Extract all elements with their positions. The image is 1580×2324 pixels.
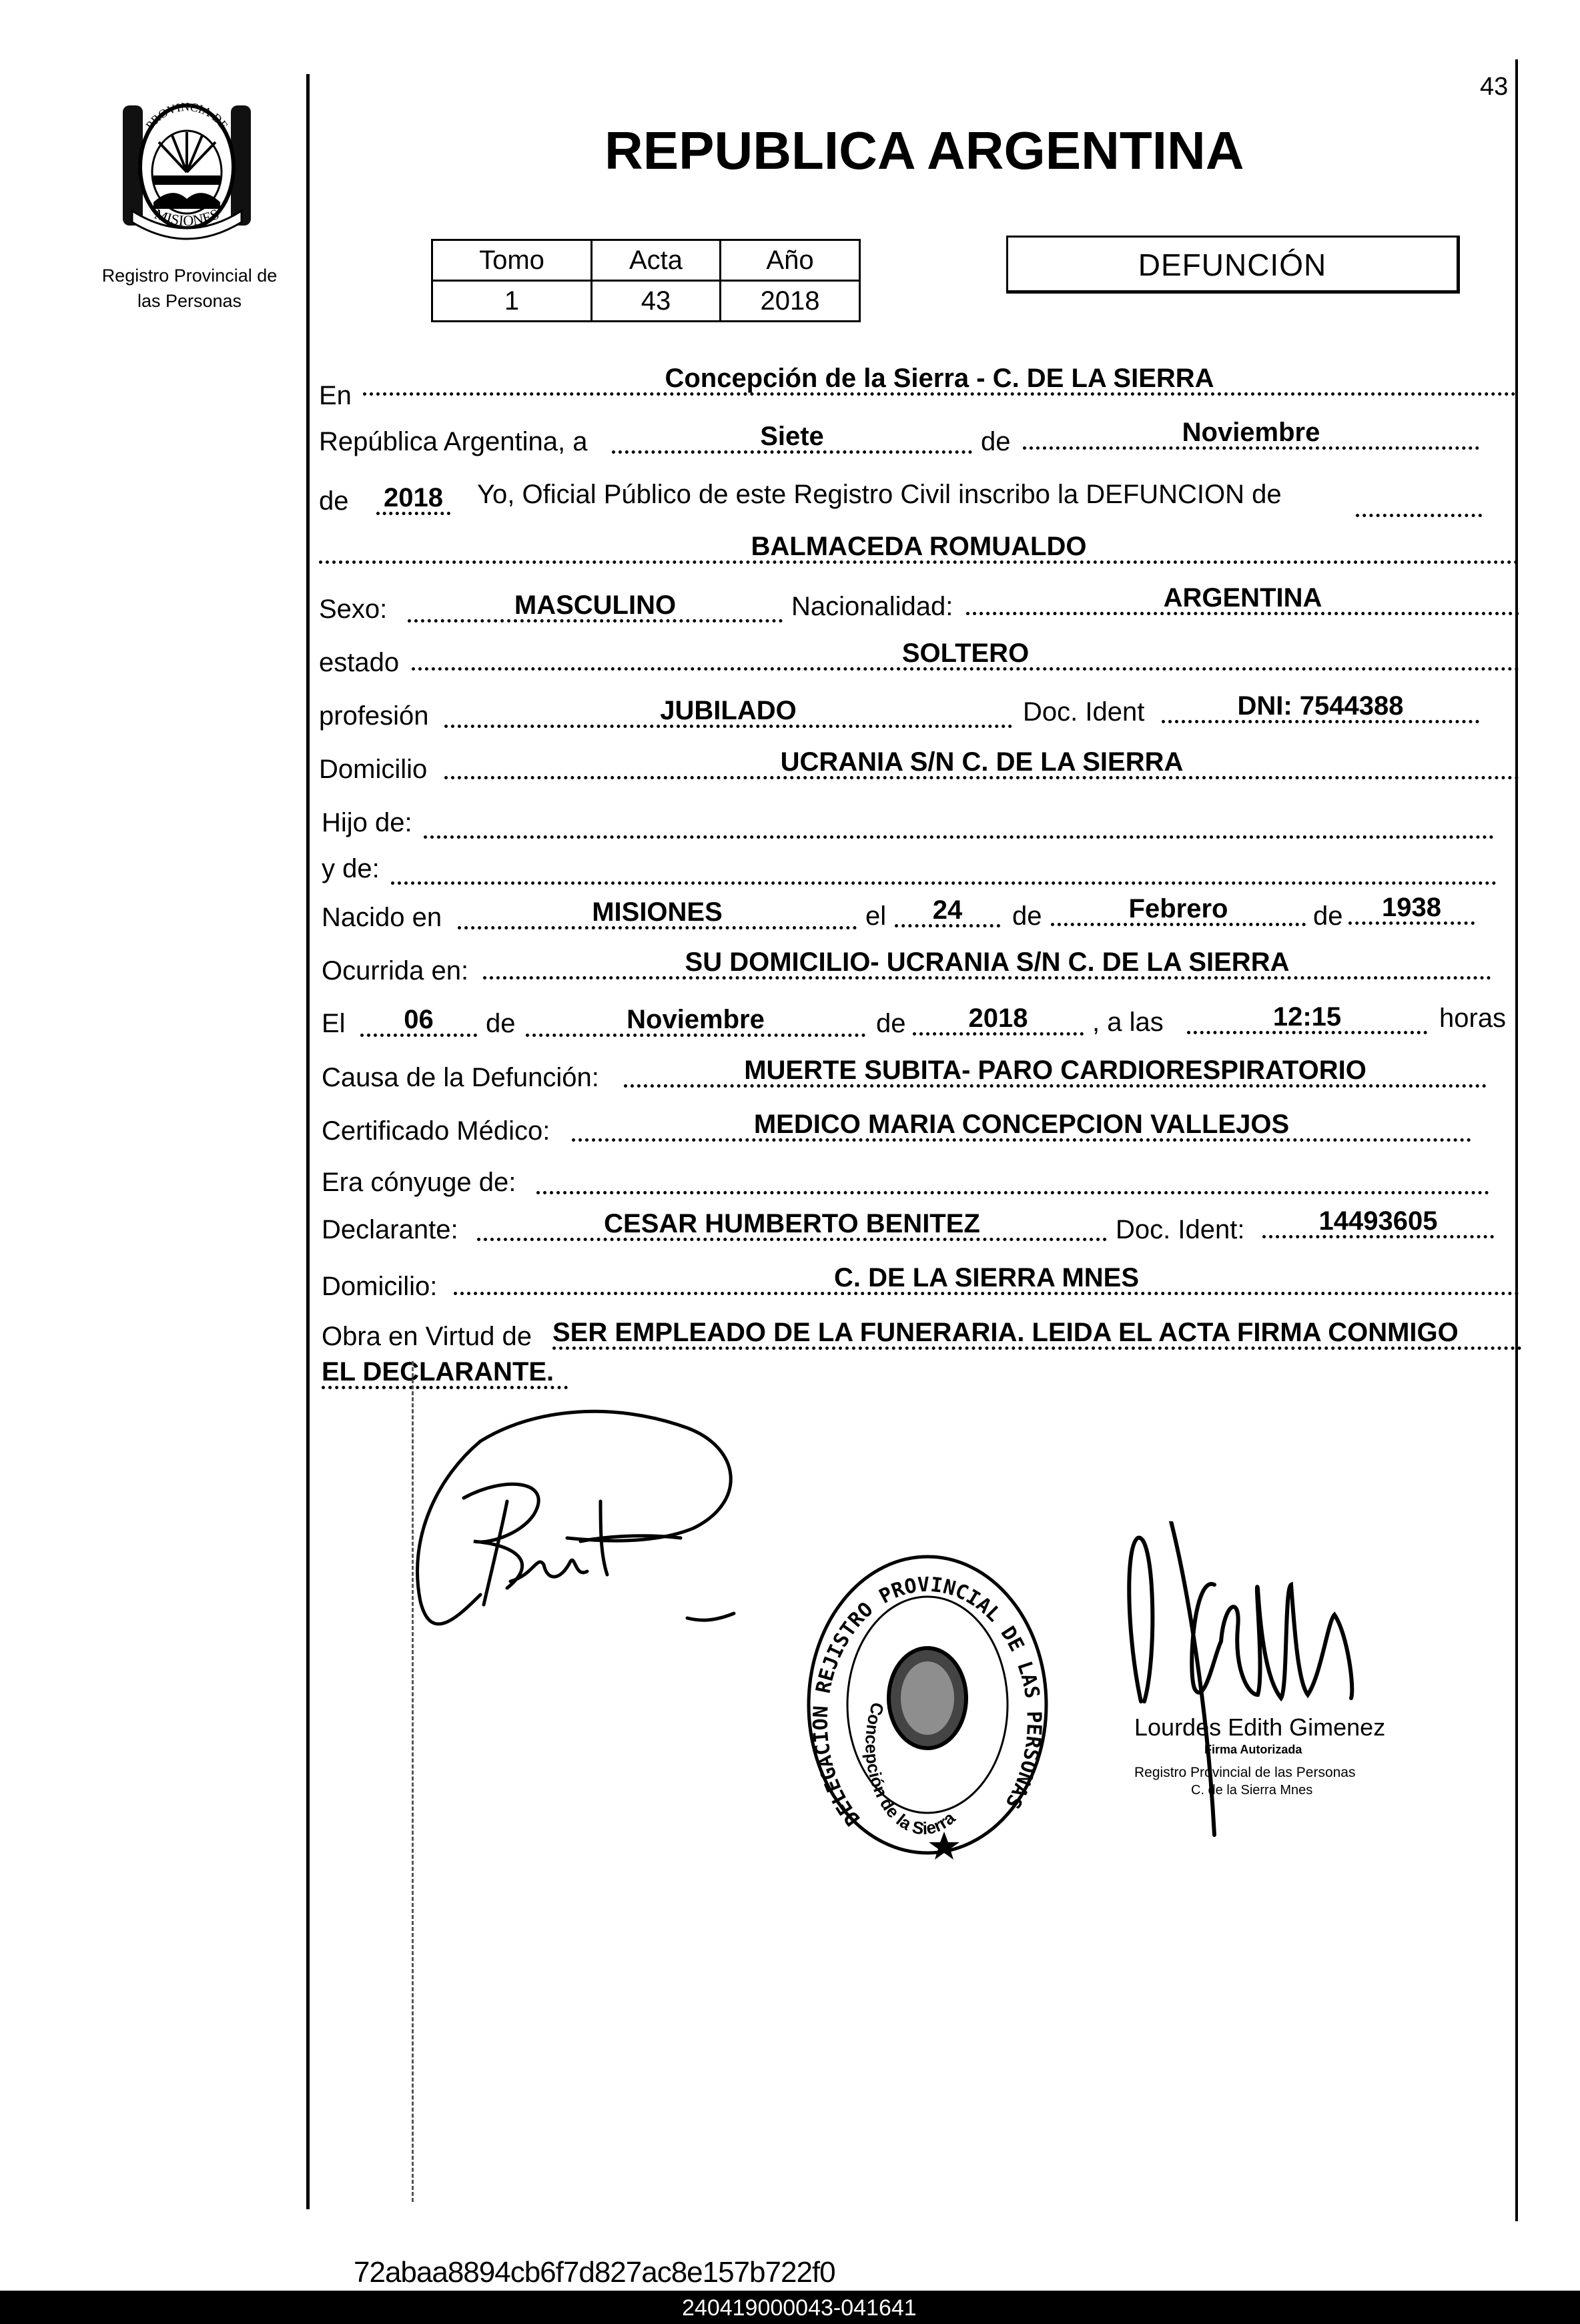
document-type-box: DEFUNCIÓN	[1006, 236, 1460, 294]
hijo-de-field	[424, 807, 1494, 839]
official-place: C. de la Sierra Mnes	[1191, 1783, 1313, 1798]
document-hash: 72abaa8894cb6f7d827ac8e157b722f0	[354, 2256, 835, 2289]
de-label-2: de	[1012, 901, 1042, 931]
svg-text:PROVINCIA DE: PROVINCIA DE	[143, 99, 231, 132]
domicilio-field: UCRANIA S/N C. DE LA SIERRA	[444, 747, 1519, 779]
header-tomo: Tomo	[432, 240, 592, 281]
el-label: el	[865, 901, 887, 931]
domicilio-label: Domicilio	[319, 755, 428, 784]
declarante-domicilio-field: C. DE LA SIERRA MNES	[454, 1263, 1519, 1295]
estado-field: SOLTERO	[412, 639, 1519, 671]
certificado-field: MEDICO MARIA CONCEPCION VALLEJOS	[572, 1110, 1471, 1142]
svg-text:MISIONES: MISIONES	[151, 205, 222, 230]
y-de-field	[391, 853, 1497, 885]
deceased-name-field: BALMACEDA ROMUALDO	[319, 532, 1519, 564]
de-label-3: de	[1313, 901, 1343, 931]
de-label-4: de	[486, 1009, 516, 1038]
official-name: Lourdes Edith Gimenez	[1134, 1713, 1386, 1741]
obra-field-line1: SER EMPLEADO DE LA FUNERARIA. LEIDA EL ACTA FIRMA CONMIGO	[552, 1318, 1522, 1350]
horas-label: horas	[1439, 1004, 1507, 1033]
svg-text:Concepción de la Sierra: Concepción de la Sierra	[861, 1700, 959, 1839]
nacido-label: Nacido en	[322, 903, 442, 932]
inscribo-text: Yo, Oficial Público de este Registro Civil inscribo la DEFUNCION de	[477, 480, 1282, 509]
misiones-coat-of-arms-logo	[119, 92, 255, 246]
de-year-label: de	[319, 486, 349, 516]
birth-month-field: Febrero	[1051, 894, 1306, 926]
official-registry-stamp	[801, 1551, 1054, 1865]
ocurrida-field: SU DOMICILIO- UCRANIA S/N C. DE LA SIERRA	[483, 947, 1491, 980]
causa-label: Causa de la Defunción:	[322, 1063, 599, 1092]
month-field: Noviembre	[1023, 418, 1479, 450]
death-day-field: 06	[360, 1005, 477, 1037]
certificado-label: Certificado Médico:	[322, 1116, 550, 1146]
value-acta: 43	[592, 281, 721, 322]
declarante-field: CESAR HUMBERTO BENITEZ	[477, 1209, 1107, 1241]
hijo-de-label: Hijo de:	[322, 808, 412, 837]
declarante-doc-label: Doc. Ident:	[1116, 1215, 1245, 1244]
page-number: 43	[1480, 73, 1509, 101]
death-year-field: 2018	[913, 1004, 1084, 1036]
profesion-field: JUBILADO	[444, 696, 1012, 728]
sexo-label: Sexo:	[319, 595, 388, 624]
nacionalidad-label: Nacionalidad:	[791, 592, 953, 621]
El-label: El	[322, 1009, 346, 1038]
declarante-label: Declarante:	[322, 1215, 458, 1244]
en-label: En	[319, 381, 352, 410]
official-role: Firma Autorizada	[1204, 1743, 1302, 1756]
death-month-field: Noviembre	[526, 1005, 865, 1037]
place-field: Concepción de la Sierra - C. DE LA SIERRA	[363, 364, 1516, 396]
inscribo-blank	[1356, 485, 1482, 517]
obra-label: Obra en Virtud de	[322, 1322, 532, 1351]
estado-label: estado	[319, 648, 400, 677]
year-field: 2018	[376, 483, 450, 515]
value-ano: 2018	[721, 281, 860, 322]
y-de-label: y de:	[322, 854, 380, 883]
registry-name	[87, 263, 292, 314]
conyuge-field	[536, 1162, 1489, 1194]
header-ano: Año	[721, 240, 860, 281]
a-las-label: , a las	[1092, 1008, 1164, 1037]
de-label: de	[981, 427, 1011, 456]
obra-field-line2: EL DECLARANTE.	[322, 1357, 568, 1389]
nacido-field: MISIONES	[458, 897, 857, 929]
svg-text:DELEGACION REJISTRO PROVINCIAL: DELEGACION REJISTRO PROVINCIAL DE LAS PERSONAS	[809, 1573, 1046, 1830]
profesion-label: profesión	[319, 701, 429, 731]
republica-label: República Argentina, a	[319, 427, 588, 456]
causa-field: MUERTE SUBITA- PARO CARDIORESPIRATORIO	[624, 1056, 1487, 1088]
value-tomo: 1	[432, 281, 592, 322]
declarante-domicilio-label: Domicilio:	[322, 1272, 438, 1301]
left-margin-line	[306, 74, 310, 2209]
tomo-acta-ano-table	[431, 239, 861, 322]
birth-day-field: 24	[895, 895, 1000, 927]
death-time-field: 12:15	[1187, 1002, 1427, 1034]
registry-line1: Registro Provincial de	[101, 266, 278, 286]
sexo-field: MASCULINO	[408, 591, 783, 623]
conyuge-label: Era cónyuge de:	[322, 1168, 516, 1197]
birth-year-field: 1938	[1348, 893, 1475, 925]
page-title: REPUBLICA ARGENTINA	[605, 121, 1244, 180]
doc-ident-field: DNI: 7544388	[1162, 691, 1479, 723]
nacionalidad-field: ARGENTINA	[966, 583, 1519, 615]
official-office: Registro Provincial de las Personas	[1134, 1765, 1356, 1780]
registry-line2: las Personas	[137, 291, 242, 311]
de-label-5: de	[876, 1009, 906, 1038]
declarant-signature	[400, 1401, 761, 1655]
document-code: 240419000043-041641	[682, 2295, 917, 2321]
ocurrida-label: Ocurrida en:	[322, 956, 469, 986]
declarante-doc-field: 14493605	[1262, 1206, 1494, 1238]
day-field: Siete	[612, 422, 972, 454]
header-acta: Acta	[592, 240, 721, 281]
doc-ident-label: Doc. Ident	[1023, 697, 1145, 727]
footer-bar	[0, 2291, 1580, 2324]
scan-artifact-line	[412, 1361, 414, 2202]
